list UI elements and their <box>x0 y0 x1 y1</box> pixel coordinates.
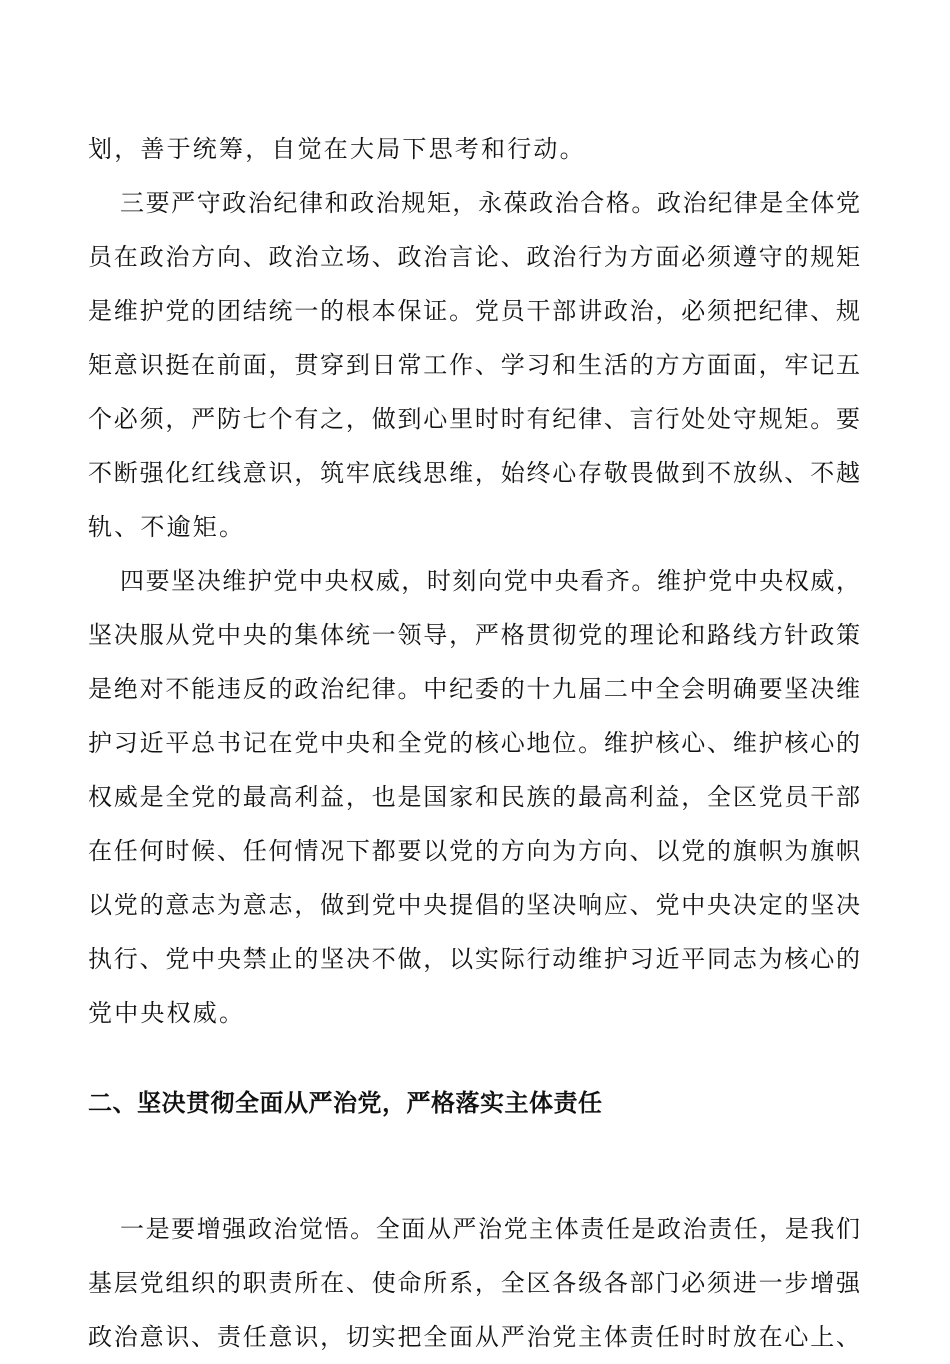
text-line: 个必须，严防七个有之，做到心里时时有纪律、言行处处守规矩。要 <box>88 405 860 433</box>
text-line: 不断强化红线意识，筑牢底线思维，始终心存敬畏做到不放纵、不越 <box>88 459 860 487</box>
text-line: 护习近平总书记在党中央和全党的核心地位。维护核心、维护核心的 <box>88 729 860 757</box>
text-line: 坚决服从党中央的集体统一领导，严格贯彻党的理论和路线方针政策 <box>88 621 860 649</box>
text-line: 是维护党的团结统一的根本保证。党员干部讲政治，必须把纪律、规 <box>88 297 860 325</box>
paragraph-political-awareness <box>88 1202 860 1364</box>
text-line: 在任何时候、任何情况下都要以党的方向为方向、以党的旗帜为旗帜 <box>88 837 860 865</box>
text-line: 是绝对不能违反的政治纪律。中纪委的十九届二中全会明确要坚决维 <box>88 675 860 703</box>
text-line: 权威是全党的最高利益，也是国家和民族的最高利益，全区党员干部 <box>88 783 860 811</box>
text-line: 以党的意志为意志，做到党中央提倡的坚决响应、党中央决定的坚决 <box>88 891 860 919</box>
paragraph-continuation <box>88 122 860 176</box>
text-line: 划，善于统筹，自觉在大局下思考和行动。 <box>88 135 586 163</box>
text-line: 轨、不逾矩。 <box>88 513 246 541</box>
text-line: 政治意识、责任意识，切实把全面从严治党主体责任时时放在心上、 <box>88 1323 860 1351</box>
text-line: 党中央权威。 <box>88 999 246 1027</box>
text-line: 三要严守政治纪律和政治规矩，永葆政治合格。政治纪律是全体党 <box>120 189 860 217</box>
text-line: 执行、党中央禁止的坚决不做，以实际行动维护习近平同志为核心的 <box>88 945 860 973</box>
text-line: 员在政治方向、政治立场、政治言论、政治行为方面必须遵守的规矩 <box>88 243 860 271</box>
text-line: 四要坚决维护党中央权威，时刻向党中央看齐。维护党中央权威， <box>120 567 860 595</box>
text-line: 基层党组织的职责所在、使命所系，全区各级各部门必须进一步增强 <box>88 1269 860 1297</box>
text-line: 一是要增强政治觉悟。全面从严治党主体责任是政治责任，是我们 <box>120 1215 860 1243</box>
document-page <box>88 122 860 1364</box>
paragraph-central-authority <box>88 554 860 1040</box>
section-heading: 二、坚决贯彻全面从严治党，严格落实主体责任 <box>88 1089 603 1117</box>
text-line: 矩意识挺在前面，贯穿到日常工作、学习和生活的方方面面，牢记五 <box>88 351 860 379</box>
paragraph-political-discipline <box>88 176 860 554</box>
